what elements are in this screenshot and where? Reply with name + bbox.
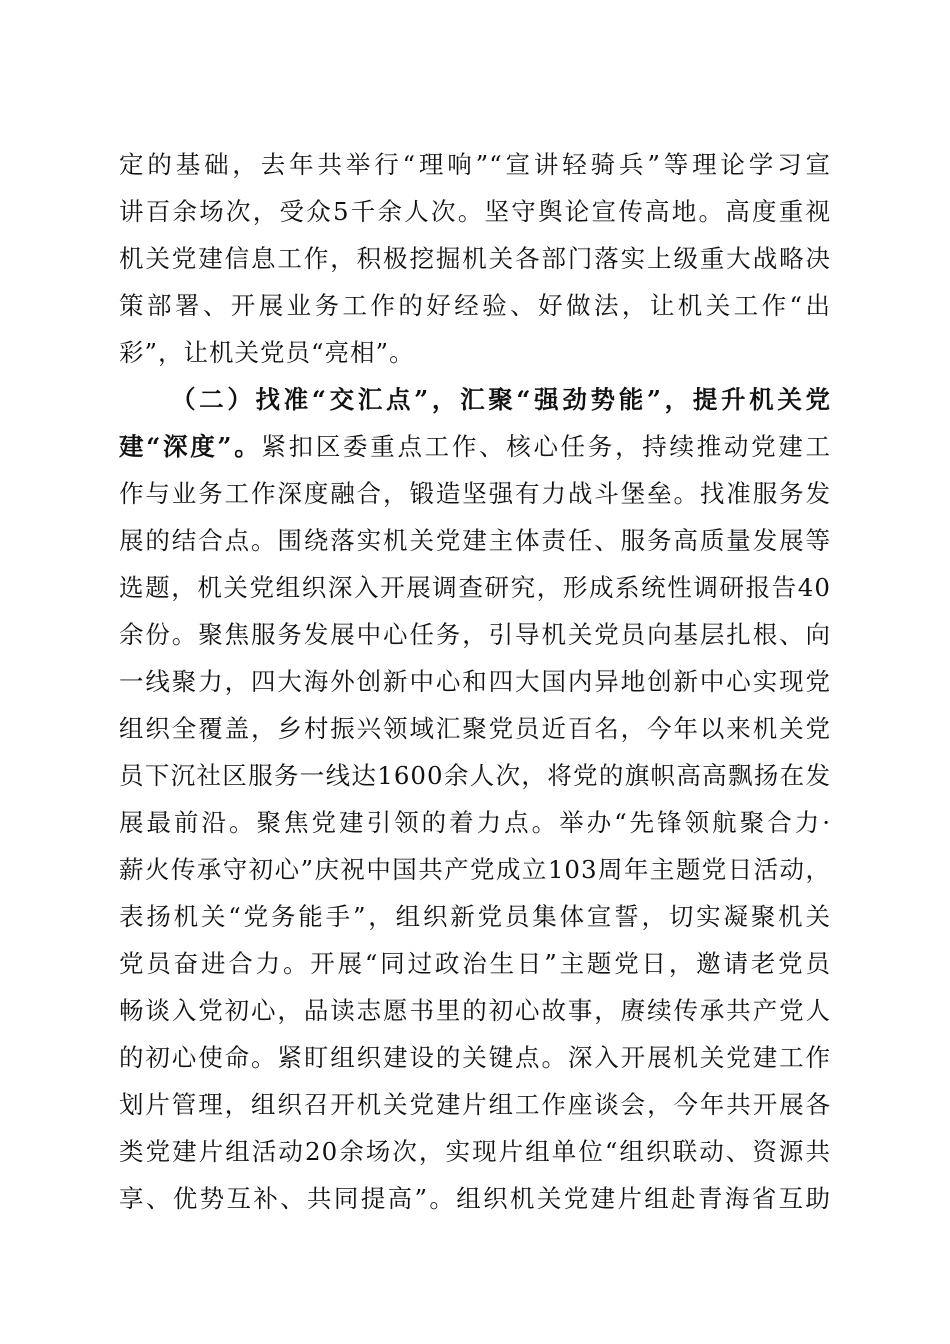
text-line: 一线聚力，四大海外创新中心和四大国内异地创新中心实现党 bbox=[119, 667, 831, 696]
text-segment: 紧扣区委重点工作、核心任务，持续推动党建工 bbox=[261, 432, 832, 461]
section-heading: （二）找准“交汇点”，汇聚“强劲势能”，提升机关党 bbox=[171, 385, 831, 414]
text-line: 作与业务工作深度融合，锻造坚强有力战斗堡垒。找准服务发 bbox=[119, 479, 831, 508]
text-line: 定的基础，去年共举行“理响”“宣讲轻骑兵”等理论学习宣 bbox=[119, 150, 831, 179]
text-line: 机关党建信息工作，积极挖掘机关各部门落实上级重大战略决 bbox=[119, 244, 831, 273]
text-line: 类党建片组活动20余场次，实现片组单位“组织联动、资源共 bbox=[119, 1137, 831, 1166]
text-line: 畅谈入党初心，品读志愿书里的初心故事，赓续传承共产党人 bbox=[119, 996, 831, 1025]
text-line: 策部署、开展业务工作的好经验、好做法，让机关工作“出 bbox=[119, 291, 831, 320]
text-line: 余份。聚焦服务发展中心任务，引导机关党员向基层扎根、向 bbox=[119, 620, 831, 649]
document-body bbox=[119, 141, 831, 1222]
text-line: 员下沉社区服务一线达1600余人次，将党的旗帜高高飘扬在发 bbox=[119, 761, 831, 790]
text-line: 享、优势互补、共同提高”。组织机关党建片组赴青海省互助 bbox=[119, 1184, 831, 1213]
text-line: 展的结合点。围绕落实机关党建主体责任、服务高质量发展等 bbox=[119, 526, 831, 555]
paragraph-1 bbox=[119, 141, 831, 376]
section-heading-end: 建“深度”。 bbox=[119, 432, 262, 461]
text-line: 选题，机关党组织深入开展调查研究，形成系统性调研报告40 bbox=[119, 573, 831, 602]
text-line: 展最前沿。聚焦党建引领的着力点。举办“先锋领航聚合力· bbox=[119, 808, 831, 837]
text-line: 讲百余场次，受众5千余人次。坚守舆论宣传高地。高度重视 bbox=[119, 197, 831, 226]
text-line: 彩”，让机关党员“亮相”。 bbox=[119, 338, 415, 367]
text-line: 薪火传承守初心”庆祝中国共产党成立103周年主题党日活动， bbox=[119, 855, 831, 884]
text-line: 组织全覆盖，乡村振兴领域汇聚党员近百名，今年以来机关党 bbox=[119, 714, 831, 743]
paragraph-2 bbox=[119, 376, 831, 1222]
text-line: 表扬机关“党务能手”，组织新党员集体宣誓，切实凝聚机关 bbox=[119, 902, 831, 931]
text-line: 的初心使命。紧盯组织建设的关键点。深入开展机关党建工作 bbox=[119, 1043, 831, 1072]
text-line: 划片管理，组织召开机关党建片组工作座谈会，今年共开展各 bbox=[119, 1090, 831, 1119]
text-line bbox=[119, 423, 831, 470]
text-line: 党员奋进合力。开展“同过政治生日”主题党日，邀请老党员 bbox=[119, 949, 831, 978]
